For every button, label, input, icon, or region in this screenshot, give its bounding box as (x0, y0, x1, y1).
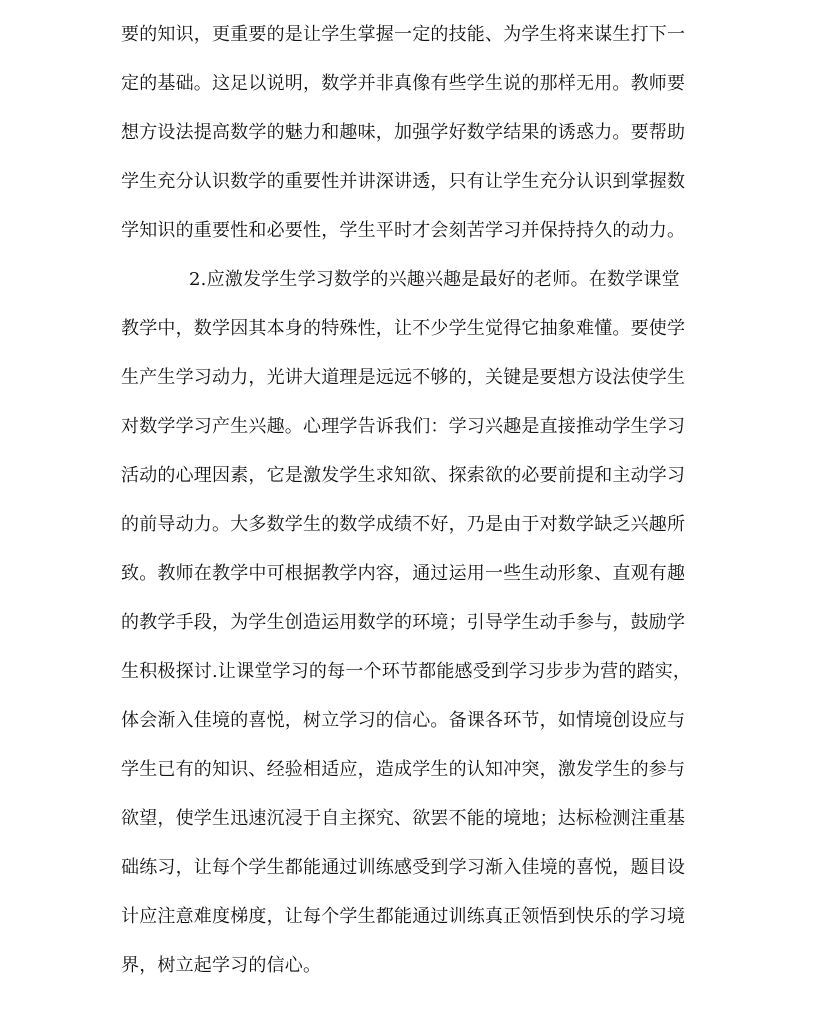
text-line: 致。教师在教学中可根据教学内容，通过运用一些生动形象、直观有趣 (121, 563, 686, 584)
text-line: 的教学手段，为学生创造运用数学的环境；引导学生动手参与，鼓励学 (121, 612, 686, 633)
text-line: 体会渐入佳境的喜悦，树立学习的信心。备课各环节，如情境创设应与 (121, 710, 686, 731)
text-line: 要的知识，更重要的是让学生掌握一定的技能、为学生将来谋生打下一 (121, 24, 686, 45)
text-line: 生积极探讨.让课堂学习的每一个环节都能感受到学习步步为营的踏实， (121, 661, 692, 682)
text-line: 学生已有的知识、经验相适应，造成学生的认知冲突，激发学生的参与 (121, 759, 686, 780)
text-line: 学知识的重要性和必要性，学生平时才会刻苦学习并保持持久的动力。 (121, 220, 686, 241)
text-line: 计应注意难度梯度，让每个学生都能通过训练真正领悟到快乐的学习境 (121, 906, 686, 927)
text-line: 对数学学习产生兴趣。心理学告诉我们：学习兴趣是直接推动学生学习 (121, 416, 686, 437)
text-line: 活动的心理因素，它是激发学生求知欲、探索欲的必要前提和主动学习 (121, 465, 686, 486)
text-line: 想方设法提高数学的魅力和趣味，加强学好数学结果的诱惑力。要帮助 (121, 122, 686, 143)
text-line: 定的基础。这足以说明，数学并非真像有些学生说的那样无用。教师要 (121, 73, 686, 94)
text-line: 的前导动力。大多数学生的数学成绩不好，乃是由于对数学缺乏兴趣所 (121, 514, 686, 535)
text-line: 欲望，使学生迅速沉浸于自主探究、欲罢不能的境地；达标检测注重基 (121, 808, 686, 829)
text-line: 学生充分认识数学的重要性并讲深讲透，只有让学生充分认识到掌握数 (121, 171, 686, 192)
text-line: 生产生学习动力，光讲大道理是远远不够的，关键是要想方设法使学生 (121, 367, 686, 388)
text-line: 界，树立起学习的信心。 (121, 955, 322, 976)
text-line: 2.应激发学生学习数学的兴趣兴趣是最好的老师。在数学课堂 (189, 269, 680, 290)
text-line: 教学中，数学因其本身的特殊性，让不少学生觉得它抽象难懂。要使学 (121, 318, 686, 339)
text-line: 础练习，让每个学生都能通过训练感受到学习渐入佳境的喜悦，题目设 (121, 857, 686, 878)
